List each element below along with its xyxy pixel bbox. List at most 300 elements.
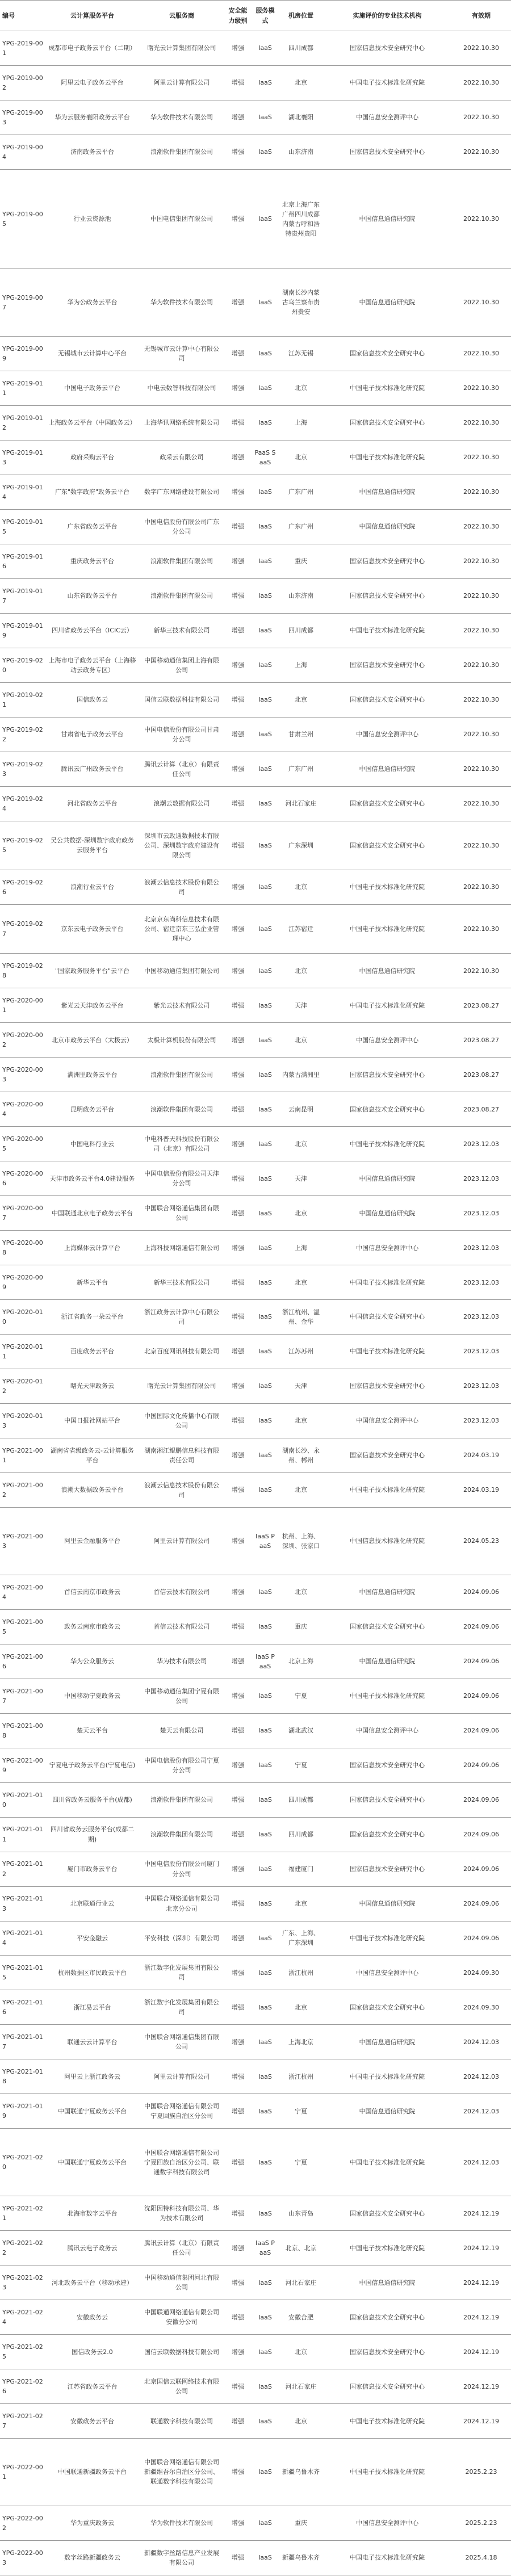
cell-platform: 紫光云天津政务云平台 (45, 988, 139, 1023)
cell-validity: 2022.10.30 (451, 65, 511, 100)
cell-security-level: 增强 (224, 1265, 252, 1300)
cell-service-mode: IaaS (252, 2439, 279, 2506)
table-row (0, 2439, 511, 2506)
cell-provider: 中国国际文化传播中心有限公司 (139, 1403, 224, 1438)
cell-institution: 中国电子技术标准化研究院 (323, 2129, 451, 2196)
cell-platform: 成都市电子政务云平台（二期） (45, 31, 139, 66)
cell-service-mode: IaaS (252, 135, 279, 169)
cell-validity: 2024.12.19 (451, 2335, 511, 2369)
cell-platform: 厦门市政务云平台 (45, 1852, 139, 1886)
cell-service-mode: IaaS (252, 1369, 279, 1403)
cell-location: 上海北京 (279, 2025, 323, 2059)
column-header-service-mode: 服务模式 (252, 1, 279, 31)
table-row (0, 2540, 511, 2575)
cell-service-mode: IaaS (252, 2196, 279, 2231)
cell-provider: 中国联合网络通信有限公司宁夏回族自治区分公司、联通数字科技有限公司 (139, 2129, 224, 2196)
cell-service-mode: IaaS (252, 1679, 279, 1713)
cell-validity: 2022.10.30 (451, 475, 511, 509)
cell-validity: 2024.12.03 (451, 2059, 511, 2094)
cell-institution: 国家信息技术安全研究中心 (323, 1782, 451, 1817)
cell-security-level: 增强 (224, 2335, 252, 2369)
cell-location: 北京 (279, 954, 323, 988)
cell-location: 北京上海 (279, 1644, 323, 1679)
cell-location: 宁夏 (279, 1748, 323, 1782)
cell-institution: 国家信息技术安全研究中心 (323, 1852, 451, 1886)
table-row (0, 613, 511, 648)
cell-provider: 阿里云计算有限公司 (139, 1507, 224, 1575)
table-row (0, 870, 511, 904)
cell-platform: 上海市电子政务云平台（上海移动云政务专区） (45, 648, 139, 682)
cell-id: YPG-2021-017 (0, 2025, 45, 2059)
cell-security-level: 增强 (224, 2265, 252, 2300)
cell-id: YPG-2019-004 (0, 135, 45, 169)
table-row (0, 440, 511, 475)
table-row (0, 2335, 511, 2369)
cell-provider: 中国电信股份有限公司甘肃分公司 (139, 717, 224, 752)
cell-location: 北京 (279, 1472, 323, 1507)
cell-security-level: 增强 (224, 1196, 252, 1231)
cell-provider: 国信云联数据科技有限公司 (139, 2335, 224, 2369)
cell-location: 江苏苏州 (279, 1335, 323, 1369)
cell-id: YPG-2019-011 (0, 371, 45, 405)
cell-institution: 国家信息技术安全研究中心 (323, 2335, 451, 2369)
table-row (0, 1852, 511, 1886)
cell-provider: 中国电信股份有限公司厦门分公司 (139, 1852, 224, 1886)
cell-service-mode: IaaS (252, 2300, 279, 2335)
cell-platform: 上海政务云平台（中国政务云） (45, 405, 139, 440)
cell-service-mode: IaaS (252, 2129, 279, 2196)
cell-institution: 国家信息技术安全研究中心 (323, 405, 451, 440)
cell-id: YPG-2019-003 (0, 100, 45, 135)
table-row (0, 336, 511, 371)
cell-platform: 吴公共数据-深圳数字政府政务云服务平台 (45, 821, 139, 870)
cell-provider: 中国联合网络通信集团有限公司 (139, 1196, 224, 1231)
cell-security-level: 增强 (224, 509, 252, 544)
cell-service-mode: IaaS (252, 31, 279, 66)
cell-id: YPG-2021-021 (0, 2196, 45, 2231)
cell-provider: 楚天云有限公司 (139, 1713, 224, 1748)
cell-provider: 曙光云计算集团有限公司 (139, 1369, 224, 1403)
cell-provider: 曙光云计算集团有限公司 (139, 31, 224, 66)
table-row (0, 578, 511, 613)
table-row (0, 1196, 511, 1231)
cell-location: 湖南长沙、永州、郴州 (279, 1438, 323, 1472)
cell-service-mode: IaaS (252, 1161, 279, 1196)
cell-location: 北京 (279, 1265, 323, 1300)
cell-platform: 河北政务云平台（移动承建） (45, 2265, 139, 2300)
cell-validity: 2024.09.06 (451, 1921, 511, 1956)
cell-service-mode: IaaS (252, 509, 279, 544)
cell-provider: 中国联通网络通信有限公司安徽分公司 (139, 2300, 224, 2335)
cell-id: YPG-2021-001 (0, 1438, 45, 1472)
table-row (0, 2129, 511, 2196)
cell-platform: 中国联通宁夏政务云平台 (45, 2094, 139, 2129)
table-row (0, 1886, 511, 1921)
cell-service-mode: IaaS (252, 786, 279, 821)
cell-location: 湖南长沙内蒙古乌兰察布贵州贵安 (279, 269, 323, 337)
cell-provider: 中国联合网络通信有限公司宁夏回族自治区分公司 (139, 2094, 224, 2129)
column-header-id: 编号 (0, 1, 45, 31)
cell-location: 山东济南 (279, 578, 323, 613)
cell-security-level: 增强 (224, 2025, 252, 2059)
cell-platform: 腾讯云电子政务云 (45, 2231, 139, 2265)
cell-validity: 2024.09.06 (451, 1644, 511, 1679)
cell-security-level: 增强 (224, 31, 252, 66)
cell-platform: 华为云服务襄阳政务云平台 (45, 100, 139, 135)
cell-validity: 2022.10.30 (451, 821, 511, 870)
cell-provider: 中国移动通信集团有限公司 (139, 954, 224, 988)
table-row (0, 1023, 511, 1058)
cell-institution: 中国信息通信研究院 (323, 2265, 451, 2300)
cell-id: YPG-2020-001 (0, 988, 45, 1023)
cell-location: 湖北武汉 (279, 1713, 323, 1748)
cell-platform: 华为重庆政务云 (45, 2506, 139, 2540)
cell-provider: 上海华讯网络系统有限公司 (139, 405, 224, 440)
table-row (0, 1713, 511, 1748)
cell-location: 河北石家庄 (279, 786, 323, 821)
cell-service-mode: IaaS (252, 1817, 279, 1852)
table-row (0, 988, 511, 1023)
cell-institution: 中国电子技术标准化研究院 (323, 440, 451, 475)
cell-security-level: 增强 (224, 1990, 252, 2025)
cell-institution: 中国电子技术标准化研究院 (323, 613, 451, 648)
table-row (0, 1956, 511, 1990)
cell-location: 河北石家庄 (279, 2265, 323, 2300)
cell-validity: 2024.09.06 (451, 1713, 511, 1748)
cell-provider: 中国电信股份有限公司广东分公司 (139, 509, 224, 544)
cell-platform: 江苏省政务云平台 (45, 2369, 139, 2404)
cell-location: 宁夏 (279, 2129, 323, 2196)
cell-id: YPG-2021-015 (0, 1956, 45, 1990)
cell-id: YPG-2022-003 (0, 2540, 45, 2575)
cell-security-level: 增强 (224, 717, 252, 752)
cell-validity: 2023.12.03 (451, 1196, 511, 1231)
cell-validity: 2024.09.06 (451, 1886, 511, 1921)
cell-location: 北京 (279, 65, 323, 100)
cell-provider: 新华三技术有限公司 (139, 613, 224, 648)
cell-security-level: 增强 (224, 336, 252, 371)
table-row (0, 1817, 511, 1852)
cell-institution: 中国信息通信研究院 (323, 509, 451, 544)
table-row (0, 2300, 511, 2335)
cell-institution: 中国信息安全测评中心 (323, 1403, 451, 1438)
cell-institution: 国家信息技术安全研究中心 (323, 2300, 451, 2335)
cell-id: YPG-2019-020 (0, 648, 45, 682)
cell-platform: 数字丝路新疆政务云 (45, 2540, 139, 2575)
cell-provider: 中国联合网络通信有限公司北京分公司 (139, 1886, 224, 1921)
cell-provider: 数字广东网络建设有限公司 (139, 475, 224, 509)
cell-service-mode: IaaS (252, 2335, 279, 2369)
cell-platform: 腾讯云广州政务云平台 (45, 752, 139, 786)
cell-provider: 华为技术有限公司 (139, 1644, 224, 1679)
cell-platform: 阿里云上浙江政务云 (45, 2059, 139, 2094)
cell-validity: 2024.09.06 (451, 1575, 511, 1609)
cell-location: 北京 (279, 2335, 323, 2369)
cell-institution: 中国电子技术标准化研究院 (323, 2439, 451, 2506)
cell-location: 福建厦门 (279, 1852, 323, 1886)
cell-provider: 腾讯云计算（北京）有限责任公司 (139, 752, 224, 786)
cell-security-level: 增强 (224, 1886, 252, 1921)
cell-location: 新疆乌鲁木齐 (279, 2540, 323, 2575)
table-row (0, 2231, 511, 2265)
table-row (0, 1403, 511, 1438)
table-row (0, 1748, 511, 1782)
table-row (0, 2265, 511, 2300)
cell-institution: 国家信息技术安全研究中心 (323, 821, 451, 870)
cell-institution: 国家信息技术安全研究中心 (323, 1748, 451, 1782)
cell-location: 甘肃兰州 (279, 717, 323, 752)
cell-security-level: 增强 (224, 988, 252, 1023)
cell-institution: 国家信息技术安全研究中心 (323, 1369, 451, 1403)
cell-service-mode: IaaS PaaS (252, 1644, 279, 1679)
cell-id: YPG-2021-020 (0, 2129, 45, 2196)
cell-service-mode: IaaS (252, 682, 279, 717)
cell-security-level: 增强 (224, 786, 252, 821)
cell-security-level: 增强 (224, 1300, 252, 1335)
cell-security-level: 增强 (224, 2196, 252, 2231)
cell-platform: 湖南省省级政务云-云计算服务平台 (45, 1438, 139, 1472)
cell-id: YPG-2021-007 (0, 1679, 45, 1713)
cell-security-level: 增强 (224, 405, 252, 440)
cell-security-level: 增强 (224, 1507, 252, 1575)
cell-validity: 2023.12.03 (451, 1161, 511, 1196)
cell-service-mode: IaaS (252, 2025, 279, 2059)
table-row (0, 65, 511, 100)
cell-validity: 2022.10.30 (451, 269, 511, 337)
cell-location: 湖北襄阳 (279, 100, 323, 135)
table-header-row (0, 1, 511, 31)
cell-security-level: 增强 (224, 169, 252, 268)
cell-provider: 浪潮云信息技术股份有限公司 (139, 870, 224, 904)
cell-platform: 中国电子政务云平台 (45, 371, 139, 405)
cell-validity: 2022.10.30 (451, 578, 511, 613)
cell-provider: 中国联合网络通信集团有限公司 (139, 2025, 224, 2059)
cell-provider: 中国移动通信集团河北有限公司 (139, 2265, 224, 2300)
cell-validity: 2024.12.03 (451, 2025, 511, 2059)
cell-location: 北京 (279, 1990, 323, 2025)
cell-security-level: 增强 (224, 613, 252, 648)
cell-platform: 四川省政务云服务平台(成都二期) (45, 1817, 139, 1852)
cell-service-mode: IaaS (252, 2094, 279, 2129)
cell-location: 广东广州 (279, 509, 323, 544)
cell-security-level: 增强 (224, 1609, 252, 1644)
column-header-validity: 有效期 (451, 1, 511, 31)
cell-location: 上海 (279, 1231, 323, 1265)
cell-location: 北京 (279, 371, 323, 405)
cell-provider: 沈阳因特科技有限公司、华为技术有限公司 (139, 2196, 224, 2231)
cell-security-level: 增强 (224, 269, 252, 337)
cell-platform: 阿里云电子政务云平台 (45, 65, 139, 100)
cell-security-level: 增强 (224, 1679, 252, 1713)
cell-location: 天津 (279, 1161, 323, 1196)
cell-platform: 上海媒体云计算平台 (45, 1231, 139, 1265)
cell-service-mode: IaaS (252, 2404, 279, 2439)
cell-institution: 中国电子技术标准化研究院 (323, 2404, 451, 2439)
table-row (0, 1369, 511, 1403)
cell-service-mode: IaaS (252, 1196, 279, 1231)
cell-provider: 浙江数字化发展集团有限公司 (139, 1956, 224, 1990)
cell-institution: 中国信息通信研究院 (323, 1886, 451, 1921)
cell-location: 北京 (279, 2404, 323, 2439)
cell-service-mode: IaaS (252, 988, 279, 1023)
cell-validity: 2024.12.19 (451, 2265, 511, 2300)
cell-institution: 中国信息通信研究院 (323, 269, 451, 337)
cell-provider: 华为软件技术有限公司 (139, 269, 224, 337)
cell-security-level: 增强 (224, 1231, 252, 1265)
cell-institution: 中国电子技术标准化研究院 (323, 1679, 451, 1713)
cell-validity: 2024.12.19 (451, 2300, 511, 2335)
cell-validity: 2023.12.03 (451, 1127, 511, 1161)
cell-service-mode: IaaS (252, 904, 279, 953)
cell-location: 山东青岛 (279, 2196, 323, 2231)
cell-platform: 安徽政务云 (45, 2300, 139, 2335)
cell-location: 广东广州 (279, 475, 323, 509)
table-row (0, 786, 511, 821)
cell-id: YPG-2019-027 (0, 904, 45, 953)
cell-validity: 2024.12.19 (451, 2196, 511, 2231)
cell-security-level: 增强 (224, 821, 252, 870)
cell-platform: 北海市数字云平台 (45, 2196, 139, 2231)
cell-institution: 国家信息技术安全研究中心 (323, 2196, 451, 2231)
cell-location: 宁夏 (279, 1679, 323, 1713)
cell-location: 山东济南 (279, 135, 323, 169)
cell-institution: 国家信息技术安全研究中心 (323, 135, 451, 169)
cell-institution: 中国信息安全测评中心 (323, 1713, 451, 1748)
cell-location: 北京 (279, 1196, 323, 1231)
cell-security-level: 增强 (224, 1403, 252, 1438)
cell-security-level: 增强 (224, 1956, 252, 1990)
cell-platform: 中国联通北京电子政务云平台 (45, 1196, 139, 1231)
table-row (0, 1161, 511, 1196)
cell-security-level: 增强 (224, 1472, 252, 1507)
cell-institution: 中国信息通信研究院 (323, 2025, 451, 2059)
cell-provider: 深圳市云政通数据技术有限公司、深圳数字政府建设有限公司 (139, 821, 224, 870)
cell-platform: 四川省政务云服务平台(成都) (45, 1782, 139, 1817)
cell-validity: 2024.05.23 (451, 1507, 511, 1575)
table-row (0, 2404, 511, 2439)
cell-id: YPG-2021-006 (0, 1644, 45, 1679)
cell-service-mode: IaaS (252, 100, 279, 135)
cell-platform: 山东省政务云平台 (45, 578, 139, 613)
cell-location: 北京 (279, 1403, 323, 1438)
cell-platform: 中国移动宁夏政务云 (45, 1679, 139, 1713)
cell-service-mode: IaaS (252, 1300, 279, 1335)
table-row (0, 2059, 511, 2094)
cell-security-level: 增强 (224, 1023, 252, 1058)
cell-service-mode: IaaS (252, 1713, 279, 1748)
cell-provider: 中电科普天科技股份有限公司（北京）有限公司 (139, 1127, 224, 1161)
cell-id: YPG-2021-002 (0, 1472, 45, 1507)
cell-security-level: 增强 (224, 100, 252, 135)
cell-platform: 甘肃省电子政务云平台 (45, 717, 139, 752)
cell-provider: 腾讯云计算（北京）有限责任公司 (139, 2231, 224, 2265)
table-row (0, 2196, 511, 2231)
cell-provider: 浪潮软件集团有限公司 (139, 1092, 224, 1127)
cell-security-level: 增强 (224, 648, 252, 682)
cell-platform: 阿里云金融服务平台 (45, 1507, 139, 1575)
cell-service-mode: IaaS (252, 613, 279, 648)
cell-institution: 国家信息技术安全研究中心 (323, 1092, 451, 1127)
cell-platform: 浪潮行业云平台 (45, 870, 139, 904)
cell-institution: 中国电子技术标准化研究院 (323, 371, 451, 405)
cell-provider: 新华三技术有限公司 (139, 1265, 224, 1300)
cell-platform: 曙光天津政务云 (45, 1369, 139, 1403)
cell-location: 浙江杭州 (279, 1956, 323, 1990)
cell-service-mode: IaaS (252, 1921, 279, 1956)
cell-validity: 2022.10.30 (451, 717, 511, 752)
cell-validity: 2022.10.30 (451, 870, 511, 904)
cell-validity: 2024.12.03 (451, 2129, 511, 2196)
cell-service-mode: IaaS (252, 1265, 279, 1300)
cell-service-mode: IaaS (252, 1782, 279, 1817)
cell-provider: 浪潮软件集团有限公司 (139, 1058, 224, 1092)
cell-validity: 2024.12.19 (451, 2404, 511, 2439)
cell-service-mode: IaaS (252, 1092, 279, 1127)
cell-id: YPG-2019-024 (0, 786, 45, 821)
cell-location: 北京、北京 (279, 2231, 323, 2265)
column-header-provider: 云服务商 (139, 1, 224, 31)
cell-location: 新疆乌鲁木齐 (279, 2439, 323, 2506)
cell-service-mode: IaaS PaaS (252, 1507, 279, 1575)
cell-location: 四川成都 (279, 1782, 323, 1817)
cell-platform: 天津市政务云平台4.0建设服务 (45, 1161, 139, 1196)
cell-provider: 湖南湘江鲲鹏信息科技有限责任公司 (139, 1438, 224, 1472)
table-row (0, 717, 511, 752)
table-row (0, 1679, 511, 1713)
cell-platform: 百度政务云平台 (45, 1335, 139, 1369)
table-row (0, 2369, 511, 2404)
cell-platform: 宁夏电子政务云平台(宁夏电信) (45, 1748, 139, 1782)
cell-provider: 北京百度网讯科技有限公司 (139, 1335, 224, 1369)
table-row (0, 1990, 511, 2025)
cell-institution: 中国电子技术标准化研究院 (323, 2059, 451, 2094)
cell-service-mode: IaaS (252, 1886, 279, 1921)
table-row (0, 682, 511, 717)
cell-id: YPG-2020-012 (0, 1369, 45, 1403)
table-row (0, 405, 511, 440)
cell-platform: 中国日报社网站平台 (45, 1403, 139, 1438)
cell-platform: 浪潮大数据政务云平台 (45, 1472, 139, 1507)
cell-institution: 中国电子技术标准化研究院 (323, 904, 451, 953)
cell-id: YPG-2021-016 (0, 1990, 45, 2025)
cell-id: YPG-2021-022 (0, 2231, 45, 2265)
cell-validity: 2024.03.19 (451, 1472, 511, 1507)
cell-service-mode: IaaS (252, 336, 279, 371)
cell-validity: 2022.10.30 (451, 336, 511, 371)
cell-institution: 国家信息技术安全研究中心 (323, 544, 451, 578)
cell-security-level: 增强 (224, 1161, 252, 1196)
cell-id: YPG-2019-022 (0, 717, 45, 752)
cell-platform: 京东云电子政务云平台 (45, 904, 139, 953)
cell-security-level: 增强 (224, 440, 252, 475)
cell-id: YPG-2021-026 (0, 2369, 45, 2404)
cell-institution: 中国电子技术标准化研究院 (323, 1265, 451, 1300)
cell-service-mode: IaaS (252, 1956, 279, 1990)
cell-validity: 2024.09.06 (451, 1852, 511, 1886)
cell-provider: 联通数字科技有限公司 (139, 2404, 224, 2439)
cell-service-mode: IaaS (252, 1852, 279, 1886)
cell-id: YPG-2020-010 (0, 1300, 45, 1335)
cell-platform: 中国电科行业云 (45, 1127, 139, 1161)
cell-service-mode: IaaS (252, 1575, 279, 1609)
cell-validity: 2024.09.06 (451, 1748, 511, 1782)
cell-service-mode: IaaS (252, 1127, 279, 1161)
cell-service-mode: IaaS (252, 475, 279, 509)
cell-id: YPG-2020-011 (0, 1335, 45, 1369)
cell-institution: 中国电子技术标准化研究院 (323, 988, 451, 1023)
cell-institution: 国家信息技术安全研究中心 (323, 1438, 451, 1472)
cell-institution: 国家信息技术安全研究中心 (323, 1817, 451, 1852)
